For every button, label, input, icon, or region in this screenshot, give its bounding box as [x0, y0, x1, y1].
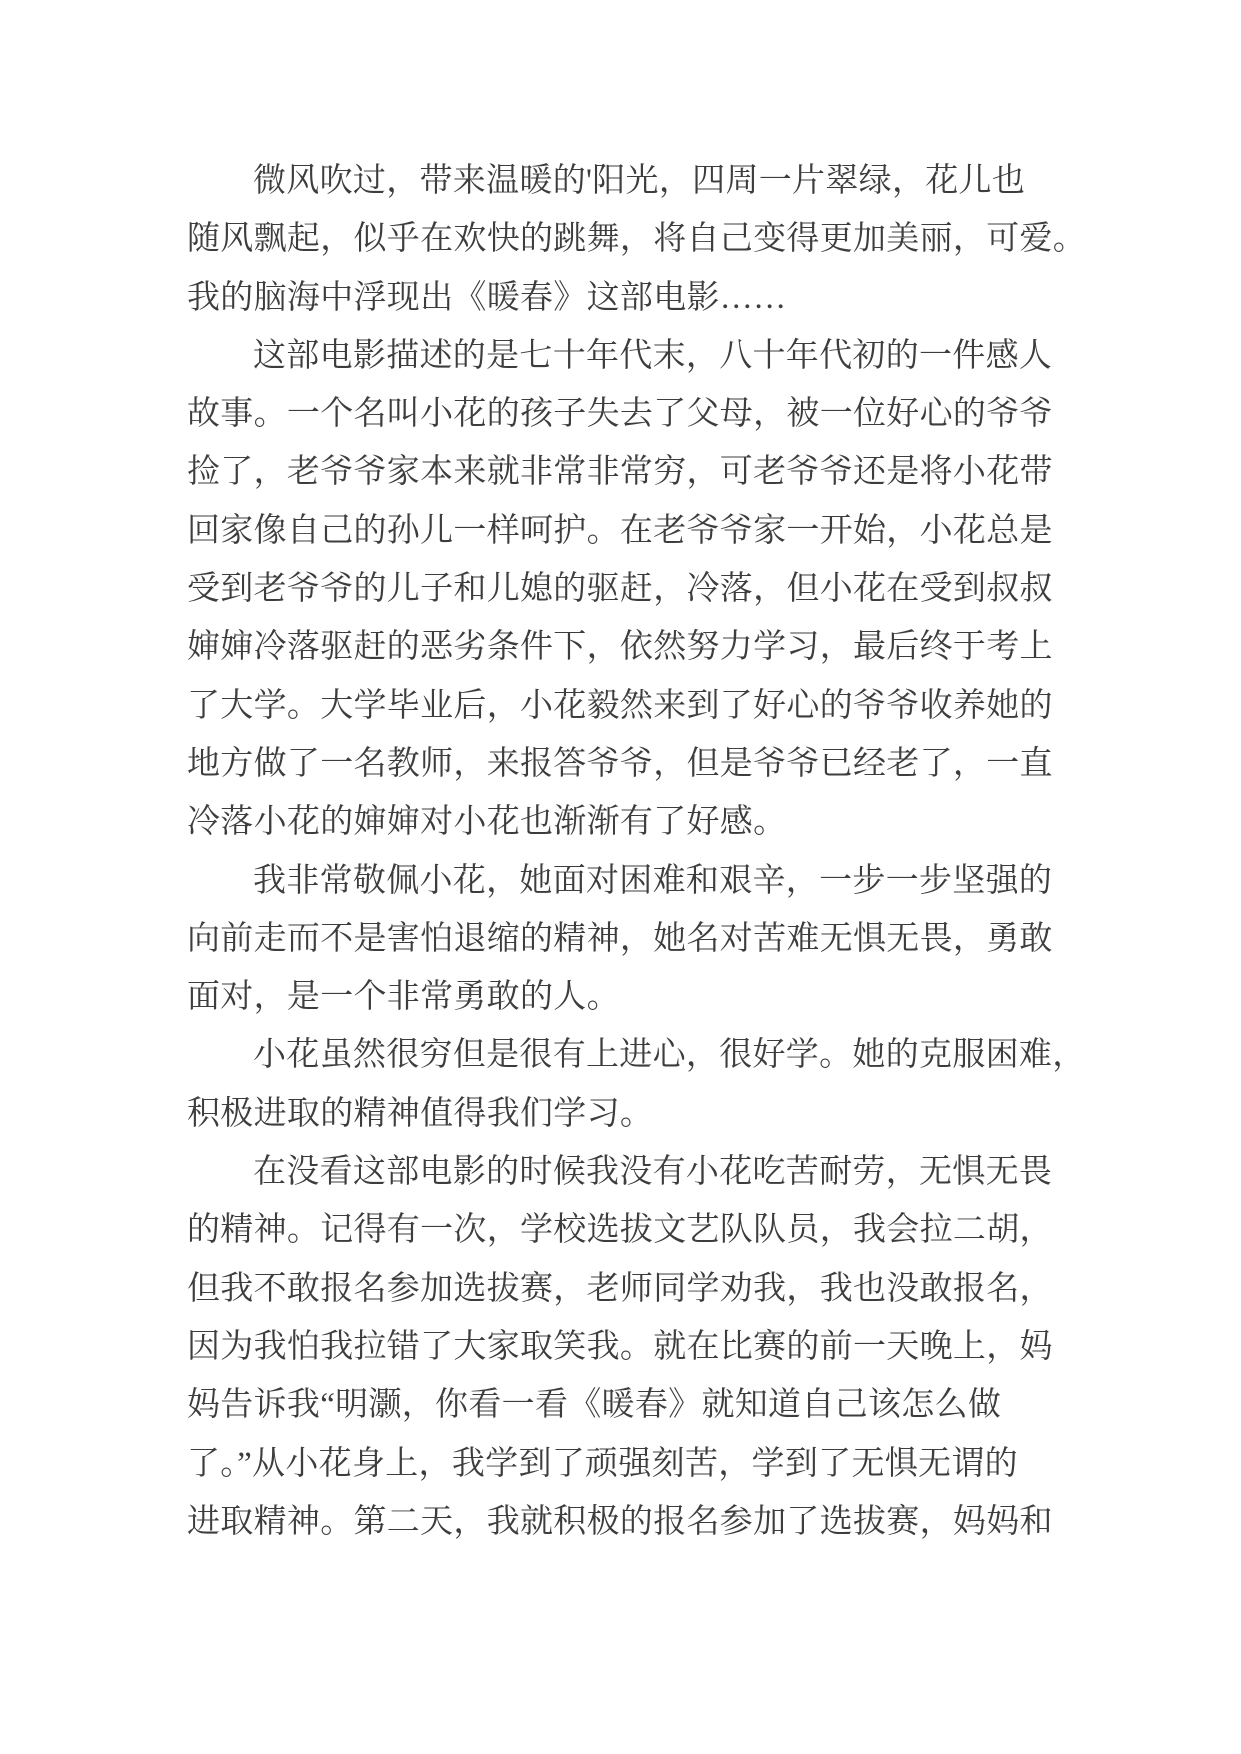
- text-line: 积极进取的精神值得我们学习。: [187, 1095, 654, 1132]
- text-line: 的精神。记得有一次，学校选拔文艺队队员，我会拉二胡，: [187, 1212, 1053, 1249]
- text-line: 地方做了一名教师，来报答爷爷，但是爷爷已经老了，一直: [187, 745, 1053, 782]
- text-line: 受到老爷爷的儿子和儿媳的驱赶，冷落，但小花在受到叔叔: [187, 571, 1053, 608]
- text-line: 进取精神。第二天，我就积极的报名参加了选拔赛，妈妈和: [187, 1503, 1053, 1540]
- text-line: 了大学。大学毕业后，小花毅然来到了好心的爷爷收养她的: [187, 687, 1053, 724]
- text-line: 妈告诉我“明灏，你看一看《暖春》就知道自己该怎么做: [187, 1387, 1002, 1424]
- text-line: 我的脑海中浮现出《暖春》这部电影……: [187, 279, 787, 316]
- text-line: 了。”从小花身上，我学到了顽强刻苦，学到了无惧无谓的: [187, 1445, 1018, 1482]
- text-line: 因为我怕我拉错了大家取笑我。就在比赛的前一天晚上，妈: [187, 1328, 1053, 1365]
- text-line: 向前走而不是害怕退缩的精神，她名对苦难无惧无畏，勇敢: [187, 920, 1053, 957]
- text-line: 小花虽然很穷但是很有上进心，很好学。她的克服困难，: [253, 1037, 1086, 1074]
- text-line: 在没看这部电影的时候我没有小花吃苦耐劳，无惧无畏: [253, 1154, 1053, 1191]
- text-line: 但我不敢报名参加选拔赛，老师同学劝我，我也没敢报名，: [187, 1270, 1053, 1307]
- text-line: 这部电影描述的是七十年代末，八十年代初的一件感人: [253, 337, 1053, 374]
- essay-text: [187, 152, 1087, 1551]
- text-line: 回家像自己的孙儿一样呵护。在老爷爷家一开始，小花总是: [187, 512, 1053, 549]
- text-line: 冷落小花的婶婶对小花也渐渐有了好感。: [187, 804, 787, 841]
- text-line: 婶婶冷落驱赶的恶劣条件下，依然努力学习，最后终于考上: [187, 629, 1053, 666]
- text-line: 故事。一个名叫小花的孩子失去了父母，被一位好心的爷爷: [187, 396, 1053, 433]
- text-line: 我非常敬佩小花，她面对困难和艰辛，一步一步坚强的: [253, 862, 1053, 899]
- text-line: 微风吹过，带来温暖的'阳光，四周一片翠绿，花儿也: [253, 163, 1026, 199]
- text-line: 面对，是一个非常勇敢的人。: [187, 979, 620, 1016]
- text-line: 捡了，老爷爷家本来就非常非常穷，可老爷爷还是将小花带: [187, 454, 1053, 491]
- text-line: 随风飘起，似乎在欢快的跳舞，将自己变得更加美丽，可爱。: [187, 221, 1087, 258]
